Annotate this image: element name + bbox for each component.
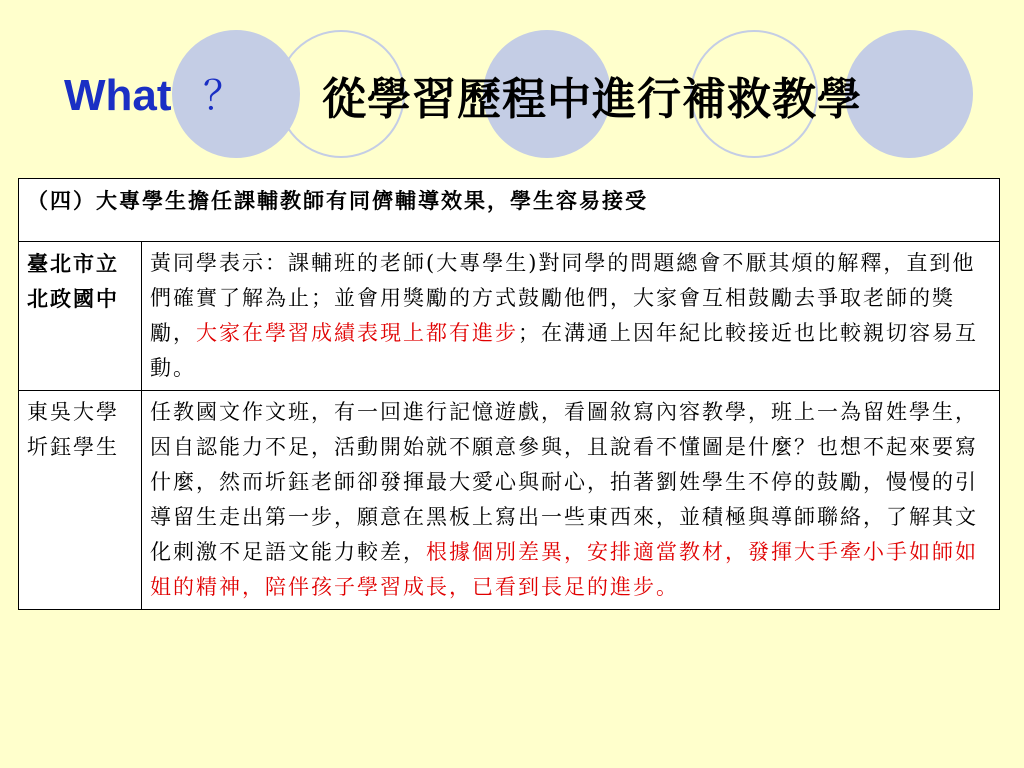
slide-title: 從學習歷程中進行補救教學 xyxy=(322,74,862,125)
decorative-circle-filled xyxy=(845,30,973,158)
testimony-text: 任教國文作文班，有一回進行記憶遊戲，看圖敘寫內容教學，班上一為留姓學生，因自認能力不足，活動開始就不願意參與，且說看不懂圖是什麼？也想不起來要寫什麼，然而圻鈺老師卻發揮最大愛心與耐心，拍著劉姓學生不停的鼓勵，慢慢的引導留生走出第一步，願意在黑板上寫出一些東西來，並積極與導師聯絡，了解其文化刺激不足語文能力較差， xyxy=(150,400,978,564)
title-question-mark: ？ xyxy=(203,73,243,119)
testimony-cell xyxy=(142,391,1000,610)
table-row xyxy=(19,242,1000,391)
testimony-cell xyxy=(142,242,1000,391)
school-cell: 臺北市立北政國中 xyxy=(19,242,142,391)
content-table xyxy=(18,178,1000,610)
title-what: What xyxy=(64,71,172,120)
table-row xyxy=(19,391,1000,610)
table-header: （四）大專學生擔任課輔教師有同儕輔導效果，學生容易接受 xyxy=(19,179,1000,242)
testimony-highlight: 大家在學習成績表現上都有進步 xyxy=(196,321,518,345)
testimony-highlight: 根據個別差異，安排適當教材，發揮大手牽小手如師如姐的精神，陪伴孩子學習成長，已看到長足的進步。 xyxy=(150,540,978,599)
table-header-row xyxy=(19,179,1000,242)
testimony-text: 黃同學表示：課輔班的老師(大專學生)對同學的問題總會不厭其煩的解釋，直到他們確實了解為止；並會用獎勵的方式鼓勵他們，大家會互相鼓勵去爭取老師的獎勵， xyxy=(150,251,976,345)
school-cell: 東吳大學圻鈺學生 xyxy=(19,391,142,610)
testimony-text: ；在溝通上因年紀比較接近也比較親切容易互動。 xyxy=(150,321,978,380)
